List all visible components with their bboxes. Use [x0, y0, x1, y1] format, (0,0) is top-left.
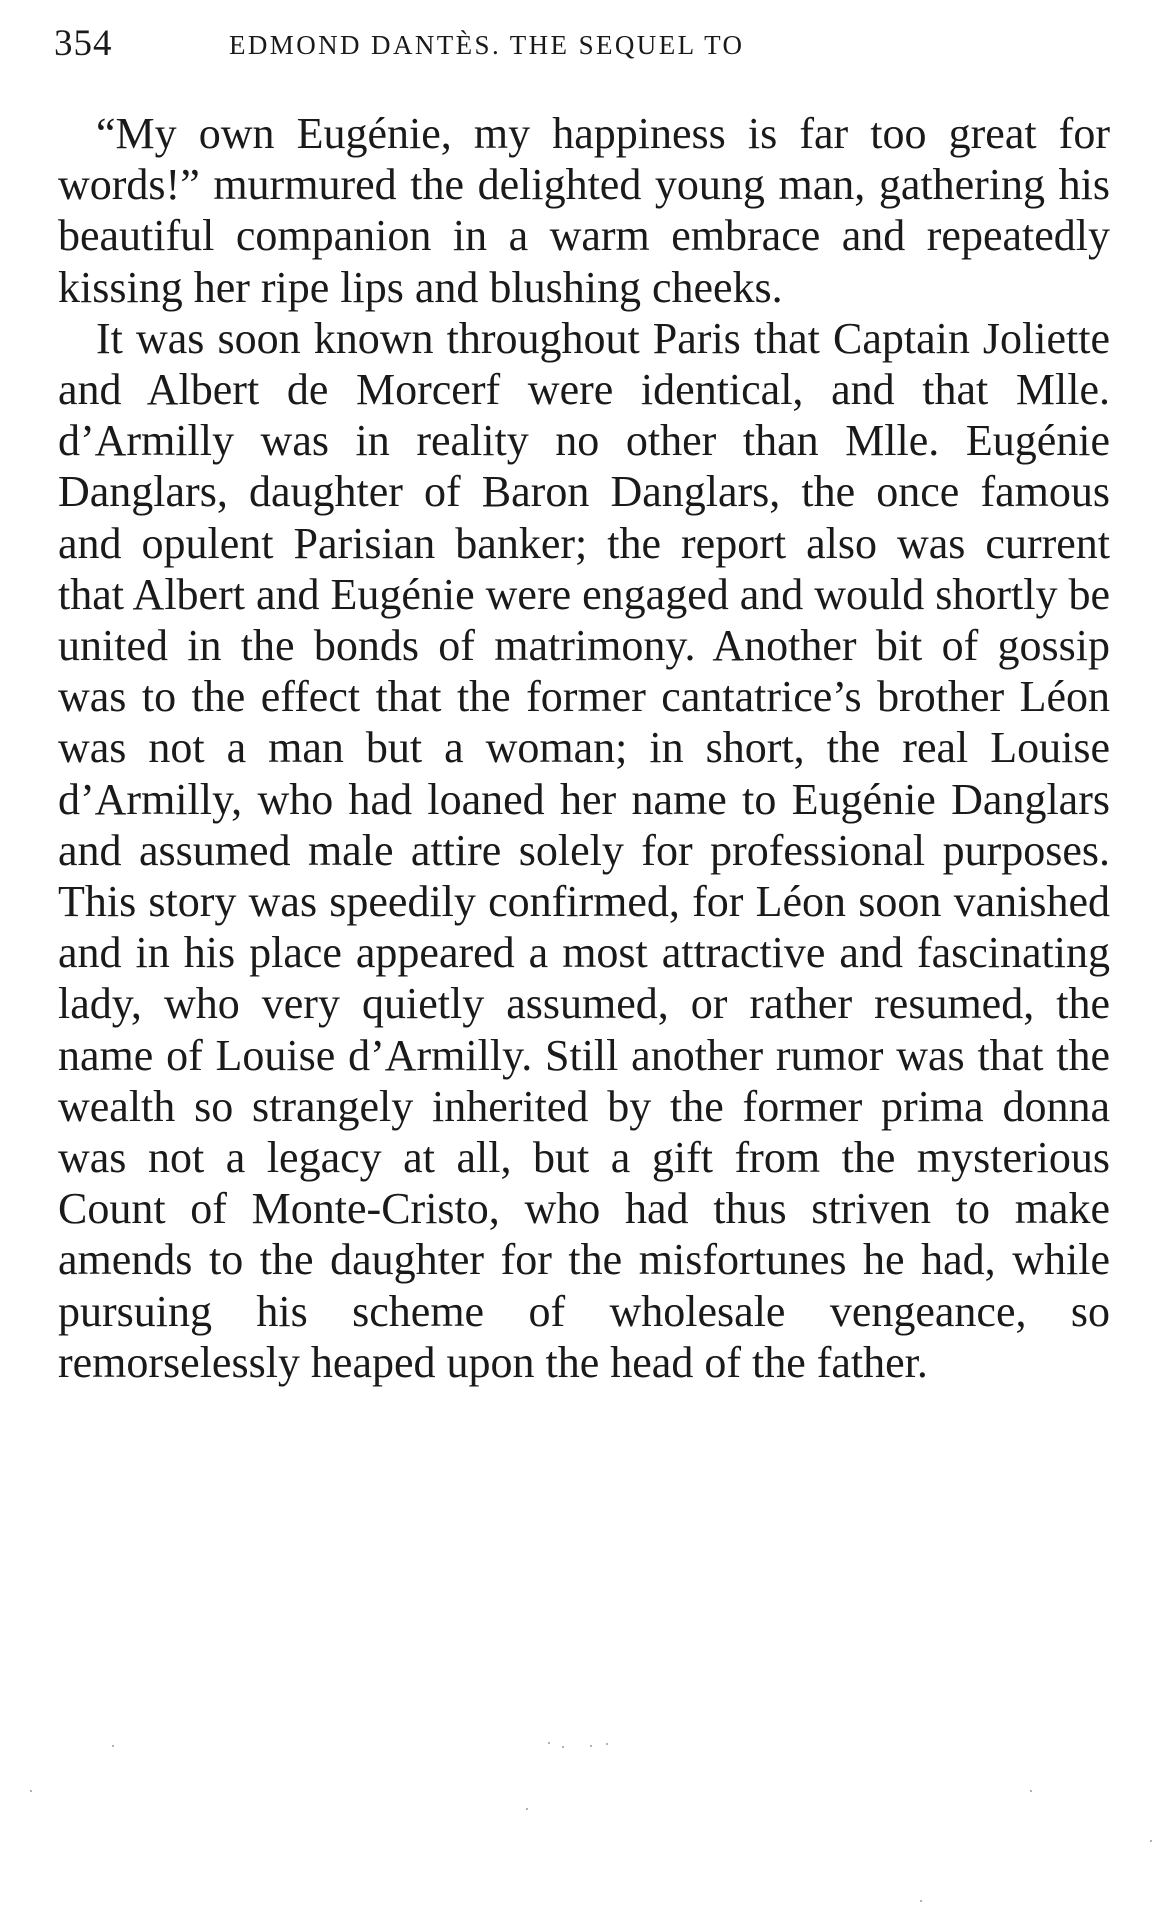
scan-speck	[548, 1742, 550, 1744]
paragraph-dialogue: “My own Eugénie, my happiness is far too great for words!” murmured the delighted young man, gathering his beautiful companion in a warm embrace and repeatedly kissing her ripe lips and blushing cheeks.	[58, 109, 1110, 312]
scan-speck	[590, 1745, 592, 1747]
page-number: 354	[54, 23, 113, 64]
scan-speck	[1030, 1790, 1032, 1792]
scan-speck	[920, 1900, 922, 1902]
scan-speck	[562, 1746, 564, 1748]
running-head	[54, 22, 1114, 68]
body-text	[58, 108, 1110, 1388]
scan-speck	[112, 1745, 114, 1747]
running-title: EDMOND DANTÈS. THE SEQUEL TO	[229, 30, 745, 60]
scan-speck	[606, 1743, 608, 1745]
scan-speck	[1150, 1840, 1152, 1842]
scan-speck	[30, 1790, 32, 1792]
scan-speck	[526, 1808, 528, 1810]
paragraph-narrative: It was soon known throughout Paris that Captain Joliette and Albert de Morcerf were identical, and that Mlle. d’Armilly was in reality no other than Mlle. Eugénie Danglars, daughter of Baron Danglars, the once famous and opulent Parisian banker; the report also was current that Albert and Eugénie were engaged and would shortly be united in the bonds of matrimony. Another bit of gossip was to the effect that the former cantatrice’s brother Léon was not a man but a woman; in short, the real Louise d’Armilly, who had loaned her name to Eugénie Danglars and assumed male attire solely for professional purposes. This story was speedily confirmed, for Léon soon vanished and in his place appeared a most attractive and fascinating lady, who very quietly assumed, or rather resumed, the name of Louise d’Armilly. Still another rumor was that the wealth so strangely inherited by the former prima donna was not a legacy at all, but a gift from the mysterious Count of Monte-Cristo, who had thus striven to make amends to the daughter for the misfortunes he had, while pursuing his scheme of wholesale vengeance, so remorselessly heaped upon the head of the father.	[58, 313, 1111, 1387]
